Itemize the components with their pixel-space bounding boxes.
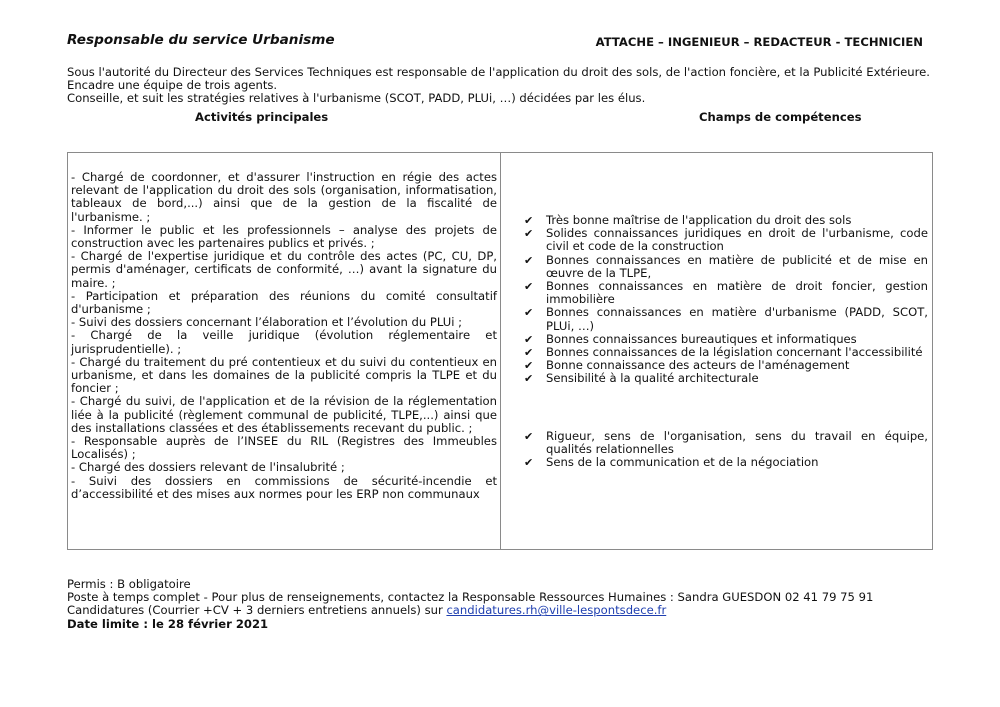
deadline: Date limite : le 28 février 2021 [67, 616, 269, 631]
skill-label: Bonnes connaissances en matière de publicité et de mise en œuvre de la TLPE, [546, 252, 928, 280]
quality-label: Rigueur, sens de l'organisation, sens du travail en équipe, qualités relationnelles [546, 428, 928, 456]
qualities-list [524, 430, 928, 470]
activity-item: - Responsable auprès de l’INSEE du RIL (Registres des Immeubles Localisés) ; [71, 434, 497, 462]
job-grades: ATTACHE – INGENIEUR – REDACTEUR - TECHNICIEN [595, 35, 923, 49]
quality-item [524, 430, 928, 456]
skill-item [524, 306, 928, 332]
activity-item: - Informer le public et les professionnels – analyse des projets de construction avec les partenaires publics et privés. ; [71, 222, 497, 251]
activity-item: - Suivi des dossiers concernant l’élaboration et l’évolution du PLUi ; [71, 315, 463, 330]
activity-item: - Chargé de coordonner, et d'assurer l'instruction en régie des actes relevant de l'application du droit des sols (organisation, informatisation, tableaux de bord,...) ainsi que de la gestion de la fiscalité de l'urbanisme. ; [71, 170, 497, 224]
skill-label: Bonnes connaissances en matière de droit foncier, gestion immobilière [546, 279, 928, 307]
activities-list [71, 171, 497, 501]
skill-label: Bonnes connaissances en matière d'urbanisme (PADD, SCOT, PLUi, …) [546, 305, 928, 333]
quality-item [524, 456, 928, 469]
activity-item: - Suivi des dossiers en commissions de sécurité-incendie et d’accessibilité et des mises aux normes pour les ERP non communaux [71, 473, 497, 501]
job-posting-document [67, 32, 933, 631]
checkmark-icon: ✔ [524, 214, 534, 227]
position-contact: Poste à temps complet - Pour plus de renseignements, contactez la Responsable Ressources Humaines : Sandra GUESDON 02 41 79 75 91 [67, 590, 874, 605]
applications-line [67, 604, 933, 617]
activities-heading: Activités principales [195, 109, 329, 124]
applications-text: Candidatures (Courrier +CV + 3 derniers entretiens annuels) sur [67, 603, 447, 618]
checkmark-icon: ✔ [524, 346, 534, 360]
skill-item [524, 372, 928, 385]
checkmark-icon: ✔ [524, 456, 534, 470]
activity-item: - Chargé des dossiers relevant de l'insalubrité ; [71, 460, 345, 475]
skill-label: Bonne connaissance des acteurs de l'aménagement [546, 358, 850, 373]
activity-item: - Chargé de la veille juridique (évolution réglementaire et jurisprudentielle). ; [71, 328, 497, 356]
checkmark-icon: ✔ [524, 227, 534, 241]
activity-item: - Chargé du suivi, de l'application et de la révision de la réglementation liée à la publicité (règlement communal de publicité, TLPE,...) ainsi que des installations classées et des établissements recevant du public. ; [71, 394, 497, 435]
skills-heading: Champs de compétences [699, 109, 862, 124]
email-link[interactable]: candidatures.rh@ville-lespontsdece.fr [446, 603, 667, 618]
activity-item: - Chargé du traitement du pré contentieux et du suivi du contentieux en urbanisme, et dans les domaines de la publicité compris la TLPE et du foncier ; [71, 354, 497, 396]
column-divider [500, 153, 501, 549]
skill-label: Solides connaissances juridiques en droit de l'urbanisme, code civil et code de la construction [546, 226, 928, 254]
skill-item [524, 227, 928, 253]
skill-label: Bonnes connaissances bureautiques et informatiques [546, 331, 857, 346]
checkmark-icon: ✔ [524, 332, 534, 346]
skill-label: Très bonne maîtrise de l'application du droit des sols [546, 213, 852, 227]
job-introduction [67, 66, 933, 106]
activity-item: - Chargé de l'expertise juridique et du contrôle des actes (PC, CU, DP, permis d'aménager, certificats de conformité, …) avant la signature du maire. ; [71, 249, 497, 290]
skills-column [524, 214, 928, 469]
skill-label: Sensibilité à la qualité architecturale [546, 371, 759, 386]
activity-item: - Participation et préparation des réunions du comité consultatif d'urbanisme ; [71, 288, 497, 317]
skill-label: Bonnes connaissances de la législation concernant l'accessibilité [546, 345, 923, 360]
checkmark-icon: ✔ [524, 429, 534, 443]
checkmark-icon: ✔ [524, 253, 534, 267]
skills-list [524, 214, 928, 386]
intro-paragraph: Encadre une équipe de trois agents. [67, 78, 278, 93]
document-header [67, 34, 933, 52]
job-title: Responsable du service Urbanisme [67, 32, 335, 48]
permit-requirement: Permis : B obligatoire [67, 577, 191, 591]
intro-paragraph: Conseille, et suit les stratégies relatives à l'urbanisme (SCOT, PADD, PLUi, …) décidées par les élus. [67, 91, 646, 106]
document-footer [67, 578, 933, 631]
table-headings [67, 111, 933, 125]
quality-label: Sens de la communication et de la négociation [546, 455, 819, 470]
skill-item [524, 280, 928, 306]
skill-item [524, 254, 928, 280]
checkmark-icon: ✔ [524, 280, 534, 294]
intro-paragraph: Sous l'autorité du Directeur des Services Techniques est responsable de l'application du droit des sols, de l'action foncière, et la Publicité Extérieure. [67, 65, 930, 79]
checkmark-icon: ✔ [524, 359, 534, 373]
checkmark-icon: ✔ [524, 306, 534, 320]
duties-skills-table [67, 152, 933, 550]
checkmark-icon: ✔ [524, 372, 534, 386]
